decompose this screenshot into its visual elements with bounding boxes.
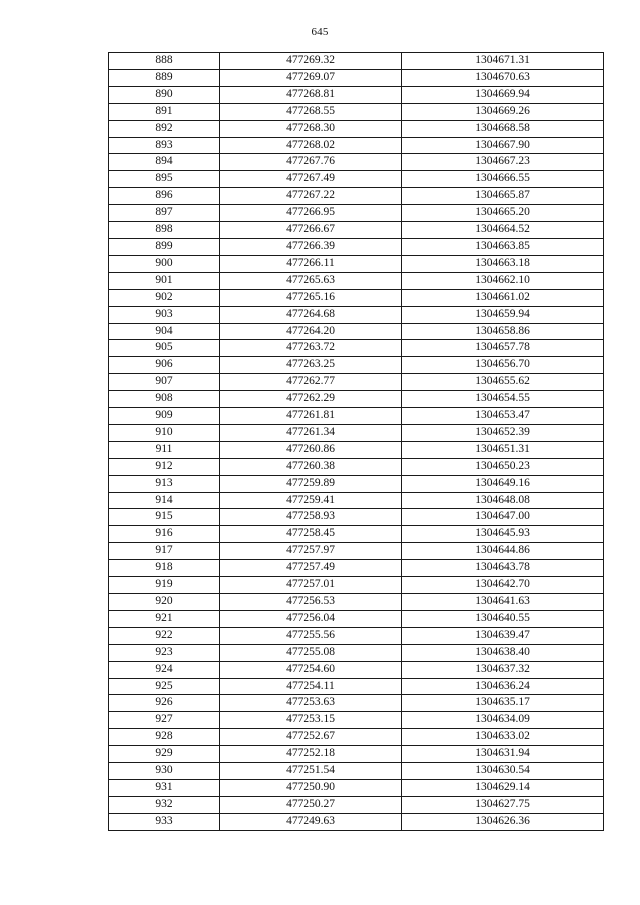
point-number-cell: 893: [109, 137, 220, 154]
table-row: [109, 205, 604, 222]
y-coordinate-cell: 1304640.55: [402, 610, 604, 627]
y-coordinate-cell: 1304665.20: [402, 205, 604, 222]
x-coordinate-cell: 477260.38: [220, 458, 402, 475]
x-coordinate-cell: 477253.15: [220, 712, 402, 729]
table-row: [109, 458, 604, 475]
x-coordinate-cell: 477257.49: [220, 560, 402, 577]
x-coordinate-cell: 477266.95: [220, 205, 402, 222]
table-row: [109, 475, 604, 492]
table-row: [109, 171, 604, 188]
x-coordinate-cell: 477257.97: [220, 543, 402, 560]
table-row: [109, 289, 604, 306]
table-row: [109, 424, 604, 441]
table-row: [109, 137, 604, 154]
y-coordinate-cell: 1304658.86: [402, 323, 604, 340]
table-row: [109, 779, 604, 796]
x-coordinate-cell: 477249.63: [220, 813, 402, 830]
x-coordinate-cell: 477260.86: [220, 441, 402, 458]
y-coordinate-cell: 1304635.17: [402, 695, 604, 712]
point-number-cell: 901: [109, 272, 220, 289]
point-number-cell: 916: [109, 526, 220, 543]
point-number-cell: 905: [109, 340, 220, 357]
y-coordinate-cell: 1304629.14: [402, 779, 604, 796]
y-coordinate-cell: 1304667.23: [402, 154, 604, 171]
y-coordinate-cell: 1304645.93: [402, 526, 604, 543]
table-row: [109, 154, 604, 171]
x-coordinate-cell: 477268.81: [220, 86, 402, 103]
x-coordinate-cell: 477267.49: [220, 171, 402, 188]
point-number-cell: 932: [109, 796, 220, 813]
point-number-cell: 919: [109, 577, 220, 594]
x-coordinate-cell: 477266.39: [220, 238, 402, 255]
point-number-cell: 911: [109, 441, 220, 458]
table-row: [109, 306, 604, 323]
point-number-cell: 913: [109, 475, 220, 492]
table-row: [109, 120, 604, 137]
point-number-cell: 923: [109, 644, 220, 661]
y-coordinate-cell: 1304656.70: [402, 357, 604, 374]
y-coordinate-cell: 1304638.40: [402, 644, 604, 661]
point-number-cell: 918: [109, 560, 220, 577]
x-coordinate-cell: 477259.41: [220, 492, 402, 509]
x-coordinate-cell: 477252.67: [220, 729, 402, 746]
y-coordinate-cell: 1304639.47: [402, 627, 604, 644]
y-coordinate-cell: 1304648.08: [402, 492, 604, 509]
y-coordinate-cell: 1304655.62: [402, 374, 604, 391]
table-row: [109, 492, 604, 509]
point-number-cell: 917: [109, 543, 220, 560]
point-number-cell: 904: [109, 323, 220, 340]
table-row: [109, 577, 604, 594]
x-coordinate-cell: 477268.02: [220, 137, 402, 154]
point-number-cell: 903: [109, 306, 220, 323]
point-number-cell: 931: [109, 779, 220, 796]
y-coordinate-cell: 1304664.52: [402, 222, 604, 239]
point-number-cell: 929: [109, 746, 220, 763]
table-row: [109, 543, 604, 560]
point-number-cell: 891: [109, 103, 220, 120]
point-number-cell: 899: [109, 238, 220, 255]
point-number-cell: 895: [109, 171, 220, 188]
table-row: [109, 712, 604, 729]
table-row: [109, 69, 604, 86]
point-number-cell: 912: [109, 458, 220, 475]
x-coordinate-cell: 477268.30: [220, 120, 402, 137]
x-coordinate-cell: 477267.22: [220, 188, 402, 205]
point-number-cell: 892: [109, 120, 220, 137]
y-coordinate-cell: 1304654.55: [402, 391, 604, 408]
point-number-cell: 902: [109, 289, 220, 306]
x-coordinate-cell: 477255.08: [220, 644, 402, 661]
point-number-cell: 922: [109, 627, 220, 644]
point-number-cell: 907: [109, 374, 220, 391]
y-coordinate-cell: 1304669.26: [402, 103, 604, 120]
y-coordinate-cell: 1304641.63: [402, 594, 604, 611]
point-number-cell: 900: [109, 255, 220, 272]
y-coordinate-cell: 1304668.58: [402, 120, 604, 137]
x-coordinate-cell: 477258.45: [220, 526, 402, 543]
table-row: [109, 222, 604, 239]
x-coordinate-cell: 477264.20: [220, 323, 402, 340]
table-row: [109, 610, 604, 627]
y-coordinate-cell: 1304644.86: [402, 543, 604, 560]
table-row: [109, 644, 604, 661]
point-number-cell: 933: [109, 813, 220, 830]
x-coordinate-cell: 477257.01: [220, 577, 402, 594]
y-coordinate-cell: 1304637.32: [402, 661, 604, 678]
table-row: [109, 509, 604, 526]
x-coordinate-cell: 477259.89: [220, 475, 402, 492]
coordinates-table: [108, 52, 604, 831]
y-coordinate-cell: 1304671.31: [402, 53, 604, 70]
y-coordinate-cell: 1304651.31: [402, 441, 604, 458]
table-row: [109, 796, 604, 813]
y-coordinate-cell: 1304642.70: [402, 577, 604, 594]
y-coordinate-cell: 1304661.02: [402, 289, 604, 306]
x-coordinate-cell: 477256.53: [220, 594, 402, 611]
x-coordinate-cell: 477252.18: [220, 746, 402, 763]
point-number-cell: 906: [109, 357, 220, 374]
y-coordinate-cell: 1304663.18: [402, 255, 604, 272]
x-coordinate-cell: 477267.76: [220, 154, 402, 171]
table-row: [109, 695, 604, 712]
point-number-cell: 930: [109, 763, 220, 780]
y-coordinate-cell: 1304649.16: [402, 475, 604, 492]
point-number-cell: 888: [109, 53, 220, 70]
x-coordinate-cell: 477255.56: [220, 627, 402, 644]
table-row: [109, 374, 604, 391]
x-coordinate-cell: 477269.32: [220, 53, 402, 70]
y-coordinate-cell: 1304627.75: [402, 796, 604, 813]
point-number-cell: 925: [109, 678, 220, 695]
point-number-cell: 921: [109, 610, 220, 627]
x-coordinate-cell: 477265.16: [220, 289, 402, 306]
x-coordinate-cell: 477263.25: [220, 357, 402, 374]
x-coordinate-cell: 477264.68: [220, 306, 402, 323]
point-number-cell: 889: [109, 69, 220, 86]
point-number-cell: 908: [109, 391, 220, 408]
x-coordinate-cell: 477262.29: [220, 391, 402, 408]
y-coordinate-cell: 1304647.00: [402, 509, 604, 526]
y-coordinate-cell: 1304633.02: [402, 729, 604, 746]
point-number-cell: 894: [109, 154, 220, 171]
table-row: [109, 729, 604, 746]
y-coordinate-cell: 1304650.23: [402, 458, 604, 475]
x-coordinate-cell: 477254.60: [220, 661, 402, 678]
x-coordinate-cell: 477250.27: [220, 796, 402, 813]
x-coordinate-cell: 477266.11: [220, 255, 402, 272]
y-coordinate-cell: 1304663.85: [402, 238, 604, 255]
point-number-cell: 920: [109, 594, 220, 611]
x-coordinate-cell: 477266.67: [220, 222, 402, 239]
table-row: [109, 272, 604, 289]
table-row: [109, 86, 604, 103]
x-coordinate-cell: 477261.81: [220, 408, 402, 425]
point-number-cell: 924: [109, 661, 220, 678]
y-coordinate-cell: 1304630.54: [402, 763, 604, 780]
x-coordinate-cell: 477253.63: [220, 695, 402, 712]
coordinates-table-body: [109, 53, 604, 831]
point-number-cell: 898: [109, 222, 220, 239]
table-row: [109, 526, 604, 543]
table-row: [109, 627, 604, 644]
y-coordinate-cell: 1304657.78: [402, 340, 604, 357]
x-coordinate-cell: 477250.90: [220, 779, 402, 796]
table-row: [109, 391, 604, 408]
point-number-cell: 927: [109, 712, 220, 729]
table-row: [109, 103, 604, 120]
x-coordinate-cell: 477256.04: [220, 610, 402, 627]
table-row: [109, 594, 604, 611]
page-number: 645: [311, 26, 329, 38]
point-number-cell: 896: [109, 188, 220, 205]
y-coordinate-cell: 1304659.94: [402, 306, 604, 323]
y-coordinate-cell: 1304667.90: [402, 137, 604, 154]
y-coordinate-cell: 1304643.78: [402, 560, 604, 577]
y-coordinate-cell: 1304653.47: [402, 408, 604, 425]
y-coordinate-cell: 1304665.87: [402, 188, 604, 205]
y-coordinate-cell: 1304670.63: [402, 69, 604, 86]
x-coordinate-cell: 477258.93: [220, 509, 402, 526]
x-coordinate-cell: 477265.63: [220, 272, 402, 289]
x-coordinate-cell: 477268.55: [220, 103, 402, 120]
y-coordinate-cell: 1304626.36: [402, 813, 604, 830]
point-number-cell: 897: [109, 205, 220, 222]
table-row: [109, 813, 604, 830]
table-row: [109, 188, 604, 205]
table-row: [109, 340, 604, 357]
y-coordinate-cell: 1304666.55: [402, 171, 604, 188]
table-row: [109, 323, 604, 340]
table-row: [109, 560, 604, 577]
table-row: [109, 255, 604, 272]
x-coordinate-cell: 477269.07: [220, 69, 402, 86]
point-number-cell: 909: [109, 408, 220, 425]
table-row: [109, 408, 604, 425]
table-row: [109, 661, 604, 678]
point-number-cell: 928: [109, 729, 220, 746]
x-coordinate-cell: 477262.77: [220, 374, 402, 391]
point-number-cell: 890: [109, 86, 220, 103]
table-row: [109, 53, 604, 70]
table-row: [109, 763, 604, 780]
table-row: [109, 678, 604, 695]
point-number-cell: 910: [109, 424, 220, 441]
table-row: [109, 357, 604, 374]
y-coordinate-cell: 1304669.94: [402, 86, 604, 103]
y-coordinate-cell: 1304662.10: [402, 272, 604, 289]
table-row: [109, 238, 604, 255]
y-coordinate-cell: 1304631.94: [402, 746, 604, 763]
x-coordinate-cell: 477251.54: [220, 763, 402, 780]
x-coordinate-cell: 477263.72: [220, 340, 402, 357]
table-row: [109, 746, 604, 763]
table-row: [109, 441, 604, 458]
point-number-cell: 915: [109, 509, 220, 526]
x-coordinate-cell: 477261.34: [220, 424, 402, 441]
y-coordinate-cell: 1304652.39: [402, 424, 604, 441]
y-coordinate-cell: 1304634.09: [402, 712, 604, 729]
point-number-cell: 926: [109, 695, 220, 712]
point-number-cell: 914: [109, 492, 220, 509]
y-coordinate-cell: 1304636.24: [402, 678, 604, 695]
x-coordinate-cell: 477254.11: [220, 678, 402, 695]
